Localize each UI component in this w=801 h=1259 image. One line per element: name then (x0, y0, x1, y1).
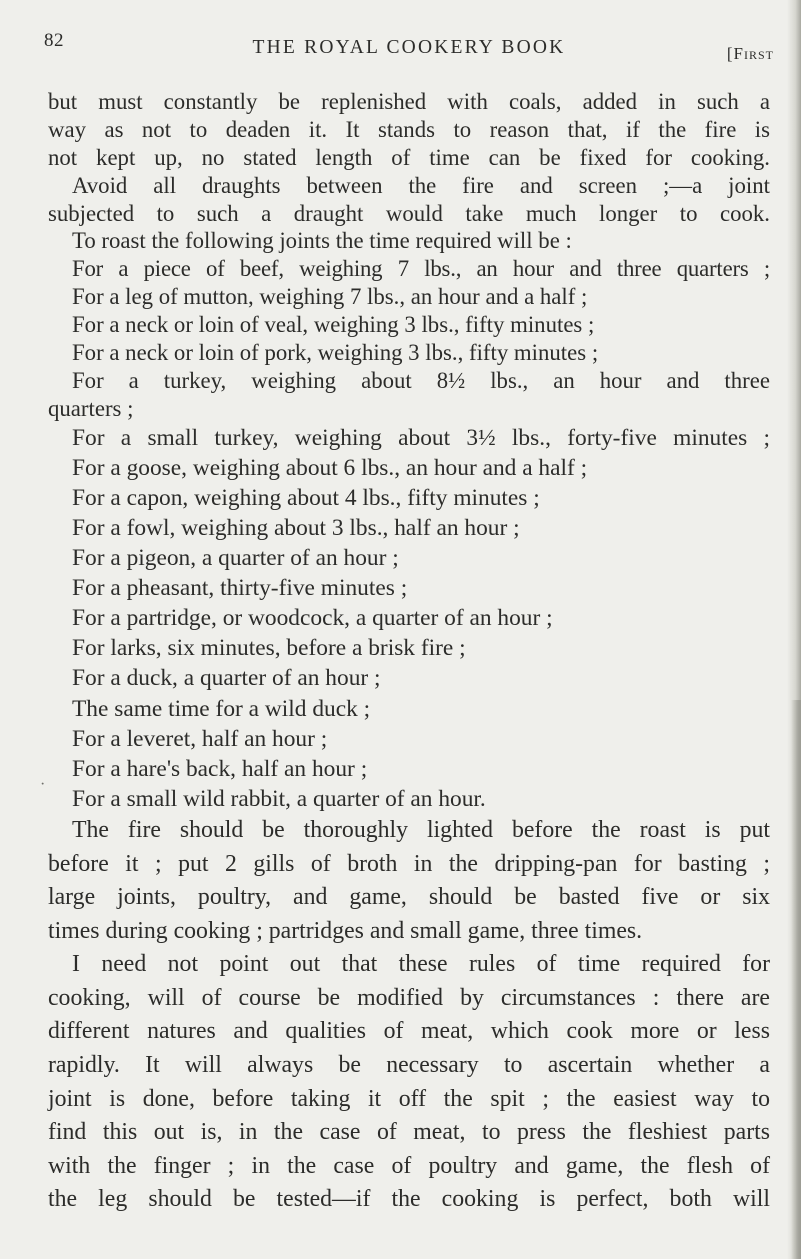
text-line: cooking, will of course be modified by circumstances : there are (48, 984, 770, 1011)
text-line: times during cooking ; partridges and small game, three times. (48, 917, 643, 944)
text-line: The fire should be thoroughly lighted before the roast is put (72, 816, 770, 843)
text-line: For a capon, weighing about 4 lbs., fifty minutes ; (72, 484, 540, 511)
text-line: For a pigeon, a quarter of an hour ; (72, 545, 399, 572)
text-line: To roast the following joints the time required will be : (72, 228, 572, 254)
text-line: I need not point out that these rules of time required for (72, 951, 770, 978)
page-number: 82 (44, 30, 64, 51)
text-line: with the finger ; in the case of poultry and game, the flesh of (48, 1152, 770, 1179)
stray-mark: · (40, 776, 46, 793)
page-header (44, 30, 774, 63)
text-line: For a partridge, or woodcock, a quarter of an hour ; (72, 605, 553, 632)
text-line: For a hare's back, half an hour ; (72, 755, 368, 782)
running-head: THE ROYAL COOKERY BOOK (252, 37, 566, 58)
section-marker: [First (726, 44, 774, 63)
text-line: different natures and qualities of meat, which cook more or less (48, 1018, 770, 1045)
page-edge-shadow-lower (791, 700, 801, 1259)
text-line: For a small turkey, weighing about 3½ lbs., forty-five minutes ; (72, 424, 770, 451)
text-line: quarters ; (48, 395, 134, 421)
text-line: For a small wild rabbit, a quarter of an hour. (72, 785, 486, 812)
text-line: but must constantly be replenished with coals, added in such a (48, 89, 770, 114)
text-line: before it ; put 2 gills of broth in the dripping-pan for basting ; (48, 850, 770, 877)
text-line: For a piece of beef, weighing 7 lbs., an hour and three quarters ; (72, 256, 770, 282)
text-line: large joints, poultry, and game, should be basted five or six (48, 884, 770, 911)
text-line: not kept up, no stated length of time can be fixed for cooking. (48, 144, 770, 170)
text-line: For a neck or loin of pork, weighing 3 lbs., fifty minutes ; (72, 340, 599, 366)
text-line: For a fowl, weighing about 3 lbs., half an hour ; (72, 514, 520, 541)
text-line: The same time for a wild duck ; (72, 695, 371, 722)
text-line: Avoid all draughts between the fire and screen ;—a joint (72, 172, 770, 198)
text-line: For larks, six minutes, before a brisk fire ; (72, 635, 466, 662)
text-line: way as not to deaden it. It stands to reason that, if the fire is (48, 116, 770, 142)
text-line: For a duck, a quarter of an hour ; (72, 665, 381, 692)
text-line: subjected to such a draught would take much longer to cook. (48, 200, 770, 226)
text-line: For a leveret, half an hour ; (72, 725, 328, 752)
text-line: For a turkey, weighing about 8½ lbs., an hour and three (72, 367, 770, 393)
text-line: the leg should be tested—if the cooking is perfect, both will (48, 1186, 770, 1213)
text-line: joint is done, before taking it off the spit ; the easiest way to (48, 1085, 770, 1112)
body-text (48, 88, 770, 1217)
text-line: rapidly. It will always be necessary to ascertain whether a (48, 1052, 770, 1079)
text-line: For a leg of mutton, weighing 7 lbs., an hour and a half ; (72, 284, 588, 310)
text-line: For a pheasant, thirty-five minutes ; (72, 575, 408, 602)
text-line: For a neck or loin of veal, weighing 3 lbs., fifty minutes ; (72, 312, 595, 338)
text-line: find this out is, in the case of meat, to press the fleshiest parts (48, 1119, 770, 1146)
text-line: For a goose, weighing about 6 lbs., an hour and a half ; (72, 454, 588, 481)
